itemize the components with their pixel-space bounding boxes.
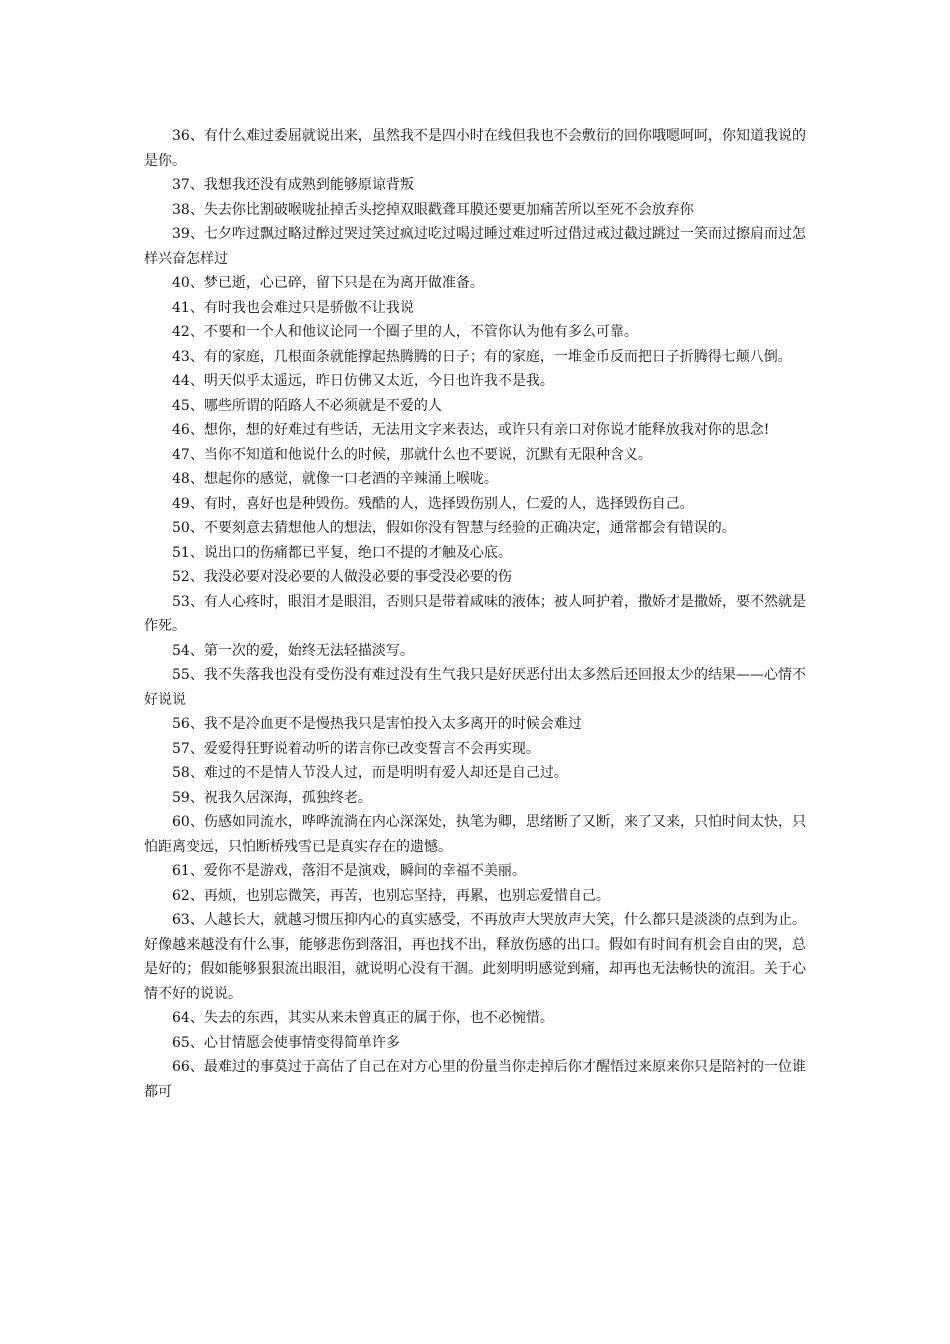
paragraph-57: 57、爱爱得狂野说着动听的诺言你已改变誓言不会再实现。 [172, 740, 540, 757]
paragraph-64: 64、失去的东西，其实从来未曾真正的属于你，也不必惋惜。 [172, 1010, 554, 1026]
paragraph-42: 42、不要和一个人和他议论同一个圈子里的人，不管你认为他有多么可靠。 [172, 324, 638, 340]
paragraph-49: 49、有时，喜好也是种毁伤。残酷的人，选择毁伤别人，仁爱的人，选择毁伤自己。 [172, 495, 694, 512]
paragraph-61: 61、爱你不是游戏，落泪不是演戏，瞬间的幸福不美丽。 [172, 863, 526, 879]
paragraph-45: 45、哪些所谓的陌路人不必须就是不爱的人 [172, 397, 442, 414]
paragraph-54: 54、第一次的爱，始终无法轻描淡写。 [172, 642, 414, 659]
paragraph-56: 56、我不是冷血更不是慢热我只是害怕投入太多离开的时候会难过 [172, 716, 582, 732]
paragraph-38: 38、失去你比割破喉咙扯掉舌头挖掉双眼戳聋耳膜还要更加痛苦所以至死不会放弃你 [172, 201, 694, 218]
paragraph-62: 62、再烦，也别忘微笑，再苦，也别忘坚持，再累，也别忘爱惜自己。 [172, 887, 610, 904]
paragraph-63: 63、人越长大，就越习惯压抑内心的真实感受，不再放声大哭放声大笑，什么都只是淡淡的点到为止。好像越来越没有什么事，能够悲伤到落泪，再也找不出，释放伤感的出口。假如有时间有机会自由的哭，总是好的；假如能够狠狠流出眼泪，就说明心没有干涸。此刻明明感觉到痛，却再也无法畅快的流泪。关于心情不好的说说。 [144, 912, 806, 1002]
paragraph-43: 43、有的家庭，几根面条就能撑起热腾腾的日子；有的家庭，一堆金币反而把日子折腾得七颠八倒。 [172, 348, 792, 365]
paragraph-65: 65、心甘情愿会使事情变得简单许多 [172, 1034, 400, 1051]
paragraph-36: 36、有什么难过委屈就说出来，虽然我不是四小时在线但我也不会敷衍的回你哦嗯呵呵，你知道我说的是你。 [144, 128, 806, 169]
paragraph-48: 48、想起你的感觉，就像一口老酒的辛辣涌上喉咙。 [172, 471, 498, 487]
paragraph-41: 41、有时我也会难过只是骄傲不让我说 [172, 299, 414, 316]
document-body [144, 124, 806, 1104]
paragraph-52: 52、我没必要对没必要的人做没必要的事受没必要的伤 [172, 569, 512, 585]
paragraph-40: 40、梦已逝，心已碎，留下只是在为离开做准备。 [172, 275, 484, 291]
paragraph-58: 58、难过的不是情人节没人过，而是明明有爱人却还是自己过。 [172, 765, 568, 781]
paragraph-50: 50、不要刻意去猜想他人的想法，假如你没有智慧与经验的正确决定，通常都会有错误的。 [172, 520, 736, 536]
paragraph-44: 44、明天似乎太遥远，昨日仿佛又太近，今日也许我不是我。 [172, 373, 554, 389]
paragraph-55: 55、我不失落我也没有受伤没有难过没有生气我只是好厌恶付出太多然后还回报太少的结果——心情不好说说 [144, 667, 806, 708]
paragraph-53: 53、有人心疼时，眼泪才是眼泪，否则只是带着咸味的液体；被人呵护着，撒娇才是撒娇，要不然就是作死。 [144, 593, 806, 634]
paragraph-37: 37、我想我还没有成熟到能够原谅背叛 [172, 177, 414, 193]
paragraph-51: 51、说出口的伤痛都已平复，绝口不提的才触及心底。 [172, 544, 512, 561]
paragraph-47: 47、当你不知道和他说什么的时候，那就什么也不要说，沉默有无限种含义。 [172, 446, 652, 463]
paragraph-66: 66、最难过的事莫过于高估了自己在对方心里的份量当你走掉后你才醒悟过来原来你只是陪衬的一位谁都可 [144, 1059, 806, 1100]
paragraph-46: 46、想你，想的好难过有些话，无法用文字来表达，或许只有亲口对你说才能释放我对你的思念! [172, 422, 770, 438]
paragraph-60: 60、伤感如同流水，哗哗流淌在内心深深处，执笔为卿，思绪断了又断，来了又来，只怕时间太快，只怕距离变远，只怕断桥残雪已是真实存在的遗憾。 [144, 814, 806, 855]
paragraph-59: 59、祝我久居深海，孤独终老。 [172, 789, 372, 806]
paragraph-39: 39、七夕咋过飘过略过醉过哭过笑过疯过吃过喝过睡过难过听过借过戒过截过跳过一笑而过擦肩而过怎样兴奋怎样过 [144, 226, 806, 267]
